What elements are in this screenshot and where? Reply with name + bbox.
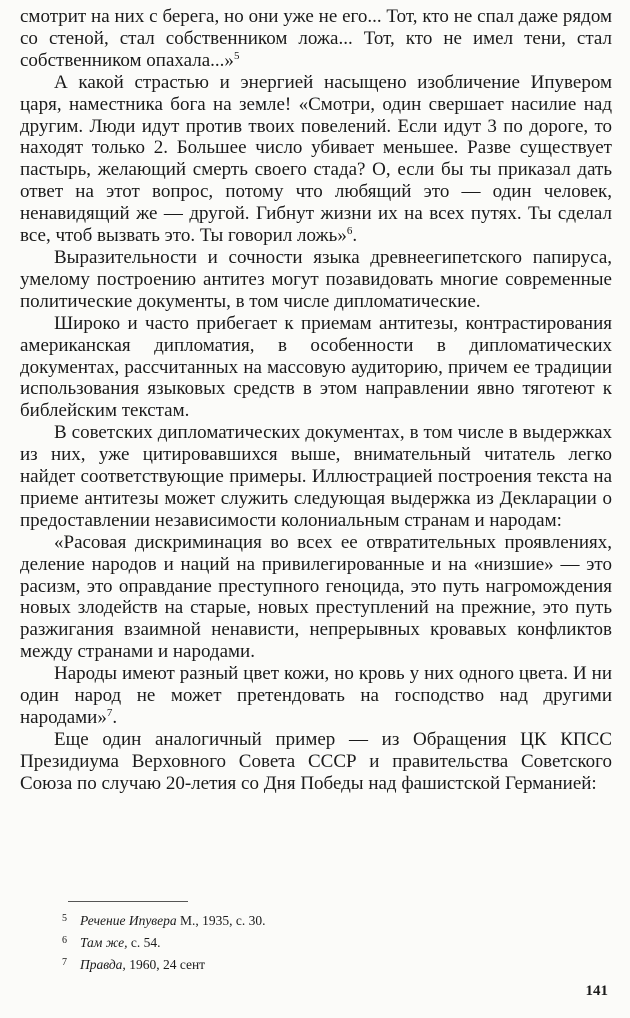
footnote-ref-7: 7 bbox=[106, 707, 113, 719]
footnote-6: 6 Там же, с. 54. bbox=[62, 935, 161, 950]
footnote-7: 7 Правда, 1960, 24 сент bbox=[62, 957, 206, 972]
paragraph-8: Еще один аналогичный пример — из Обращения ЦК КПСС Президиума Верховного Совета СССР и правительства Советского Союза по случаю 20-летия со Дня Победы над фашистской Германией: bbox=[20, 728, 612, 794]
footnotes bbox=[62, 909, 462, 975]
paragraph-3: Выразительности и сочности языка древнеегипетского папируса, умелому построению антитез могут позавидовать многие современные политические документы, в том числе дипломатические. bbox=[20, 246, 612, 312]
paragraph-6-quote: «Расовая дискриминация во всех ее отвратительных проявлениях, деление народов и наций на привилегированные и на «низшие» — это расизм, это оправдание преступного геноцида, это путь нагромождения новых злодейств на старые, новых преступлений на прежние, это путь разжигания взаимной ненависти, непрерывных кровавых конфликтов между странами и народами. bbox=[20, 531, 612, 663]
page-number: 141 bbox=[585, 983, 608, 999]
body-text bbox=[20, 6, 612, 795]
paragraph-5: В советских дипломатических документах, в том числе в выдержках из них, уже цитировавшихся выше, внимательный читатель легко найдет соответствующие примеры. Иллюстрацией построения текста на приеме антитезы может служить следующая выдержка из Декларации о предоставлении независимости колониальным странам и народам: bbox=[20, 422, 612, 531]
footnote-5: 5 Речение Ипувера М., 1935, с. 30. bbox=[62, 913, 266, 928]
paragraph-2: А какой страстью и энергией насыщено изобличение Ипувером царя, наместника бога на земле! «Смотри, один свершает насилие над другим. Люди идут против твоих повелений. Если идут 3 по дороге, то находят только 2. Большее число убивает меньшее. Разве существует пастырь, желающий смерть своего стада? О, если бы ты приказал дать ответ на этот вопрос, потому что любящий это — один человек, ненавидящий же — другой. Гибнут жизни их на всех путях. Ты сделал все, чтоб вызвать это. Ты говорил ложь»$^6$. bbox=[20, 71, 612, 247]
paragraph-7-quote: Народы имеют разный цвет кожи, но кровь у них одного цвета. И ни один народ не может претендовать на господство над другими народами»$^7$. bbox=[20, 663, 612, 728]
footnote-ref-5: 5 bbox=[233, 49, 240, 62]
footnote-divider bbox=[68, 901, 188, 902]
footnote-ref-6: 6 bbox=[346, 225, 353, 238]
paragraph-4: Широко и часто прибегает к приемам антитезы, контрастирования американская дипломатия, в особенности в дипломатических документах, рассчитанных на массовую аудиторию, причем ее традиции использования языковых средств в этом направлении явно тяготеют к библейским текстам. bbox=[20, 312, 612, 422]
paragraph-1: смотрит на них с берега, но они уже не его... Тот, кто не спал даже рядом со стеной, стал собственником ложа... Тот, кто не имел тени, стал собственником опахала...»$^5$ bbox=[20, 6, 612, 71]
